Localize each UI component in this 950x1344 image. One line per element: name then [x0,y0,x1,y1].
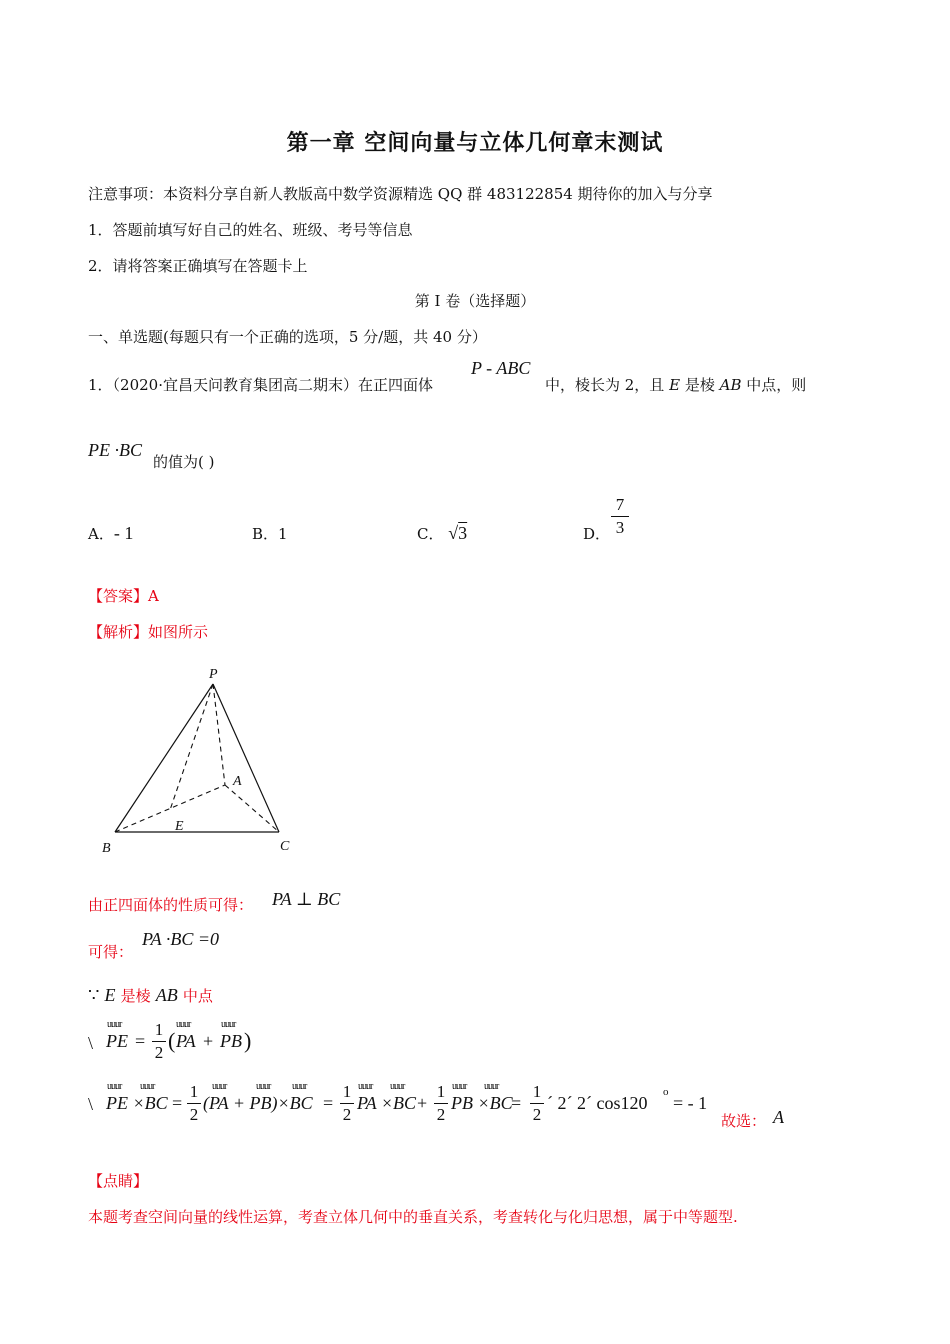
question-1-value-text: 的值为( ) [153,453,215,471]
fraction-bar [340,1103,354,1104]
therefore-icon-2: \ [88,1094,94,1114]
edge-ba [115,785,225,832]
label-p: P [209,667,218,682]
solution-4-half [152,1020,166,1063]
comment-label: 【点睛】 [88,1172,149,1190]
question-1-tetrahedron: P - ABC [471,358,531,378]
choose-text: 故选： [721,1112,767,1130]
option-d-numerator: 7 [615,495,625,514]
solution-4-lparen: ( [168,1028,176,1053]
vector-arrow-pa: uuur [176,1019,191,1030]
solution-3 [88,985,213,1006]
fraction-bar [434,1103,448,1104]
solution-4-pe: PE [106,1031,128,1051]
solution-5-half-2 [340,1082,354,1125]
comment-text: 本题考查空间向量的线性运算，考查立体几何中的垂直关系，考查转化与化归思想，属于中等题型. [88,1208,738,1226]
analysis-label: 【解析】如图所示 [88,623,209,641]
solution-5-eq2: = [323,1093,334,1113]
half-numerator: 1 [154,1020,164,1039]
edge-pa [213,684,225,785]
label-a: A [233,774,242,789]
solution-5-lhs: PE ×BC [106,1093,168,1113]
label-b: B [102,841,111,856]
section-one-heading: 一、单选题(每题只有一个正确的选项，5 分/题，共 40 分） [88,328,487,346]
fraction-bar [611,516,629,517]
vector-arrow-pa-2: uuur [212,1081,227,1092]
sqrt-icon: √ [448,523,459,543]
solution-5-result: = - 1 [673,1093,708,1113]
solution-3-ab: AB [155,985,178,1005]
option-c [417,523,467,544]
choose-value: A [773,1107,784,1127]
solution-4-rparen: ) [244,1028,252,1053]
solution-5-term1: PA ×BC [357,1093,416,1113]
option-d-fraction [611,495,629,538]
solution-5-half-4 [530,1082,544,1125]
vector-arrow-pe: uuur [107,1019,122,1030]
option-d-label: D． [583,525,611,543]
option-d-denominator: 3 [615,518,625,537]
edge-pb [115,684,213,832]
answer-label: 【答案】A [88,587,159,605]
option-a [88,523,133,544]
half-denominator: 2 [532,1105,542,1124]
fraction-bar [152,1041,166,1042]
half-denominator: 2 [342,1105,352,1124]
half-denominator: 2 [154,1043,164,1062]
solution-5-eq1: = [172,1093,183,1113]
edge-pc [213,684,279,832]
solution-5-term2: PB ×BC [451,1093,513,1113]
solution-4-plus: + [203,1031,214,1051]
note-1: 1．答题前填写好自己的姓名、班级、考号等信息 [88,221,413,239]
segment-pe [170,684,213,810]
question-1-expression: PE ·BC [88,440,142,460]
option-a-label: A． [88,525,114,543]
solution-5-plus: + [417,1093,428,1113]
question-1-line [545,374,806,395]
note-2: 2．请将答案正确填写在答题卡上 [88,257,308,275]
option-b: B．1 [252,525,288,543]
vector-arrow-bc-3: uuur [390,1081,405,1092]
because-icon: ∵ [88,985,100,1005]
solution-5-mid: (PA + PB)×BC [203,1093,313,1113]
question-1-prefix: 1．（2020·宜昌天问教育集团高二期末）在正四面体 [88,376,433,394]
half-denominator: 2 [436,1105,446,1124]
page-title: 第一章 空间向量与立体几何章末测试 [286,130,664,156]
solution-2-math: PA ·BC =0 [142,929,219,949]
label-e: E [175,819,184,834]
edge-ac [225,785,279,832]
solution-4-pa: PA [176,1031,196,1051]
tetrahedron-figure [95,660,315,860]
option-c-label: C． [417,525,444,543]
solution-5-half-1 [187,1082,201,1125]
question-1-middle: 中，棱长为 2，且 [545,376,665,394]
section-header: 第 I 卷（选择题） [414,292,536,310]
solution-3-text1: 是棱 [120,987,151,1005]
solution-1-math: PA ⊥ BC [272,889,341,909]
solution-5-eq3: = [511,1093,522,1113]
fraction-bar [530,1103,544,1104]
question-1-ab: AB [719,376,742,394]
half-numerator: 1 [436,1082,446,1101]
notice-text: 注意事项：本资料分享自新人教版高中数学资源精选 QQ 群 483122854 期待你的加入与分享 [88,185,713,203]
solution-2-text: 可得： [88,943,134,961]
solution-5-tail: ´ 2´ 2´ cos120 [547,1093,648,1113]
half-numerator: 1 [532,1082,542,1101]
solution-3-text2: 中点 [182,987,213,1005]
solution-1-text: 由正四面体的性质可得： [88,896,254,914]
half-numerator: 1 [189,1082,199,1101]
half-denominator: 2 [189,1105,199,1124]
solution-3-e: E [104,985,116,1005]
vector-arrow-pa-3: uuur [358,1081,373,1092]
vector-arrow-pe-2: uuur [107,1081,122,1092]
solution-4-eq: = [135,1031,146,1051]
question-1-suffix: 中点，则 [746,376,807,394]
vector-arrow-bc-2: uuur [292,1081,307,1092]
question-1-e: E [669,376,681,394]
fraction-bar [187,1103,201,1104]
vector-arrow-pb-2: uuur [256,1081,271,1092]
degree-mark: o [663,1086,669,1098]
vector-arrow-bc: uuur [140,1081,155,1092]
label-c: C [280,839,290,854]
vector-arrow-bc-4: uuur [484,1081,499,1092]
question-1-is-edge: 是棱 [684,376,715,394]
therefore-icon: \ [88,1033,94,1053]
vector-arrow-pb-3: uuur [452,1081,467,1092]
solution-5-half-3 [434,1082,448,1125]
vector-arrow-pb: uuur [221,1019,236,1030]
half-numerator: 1 [342,1082,352,1101]
option-a-value: - 1 [113,523,134,543]
solution-4-pb: PB [220,1031,242,1051]
option-c-value: 3 [458,523,468,543]
